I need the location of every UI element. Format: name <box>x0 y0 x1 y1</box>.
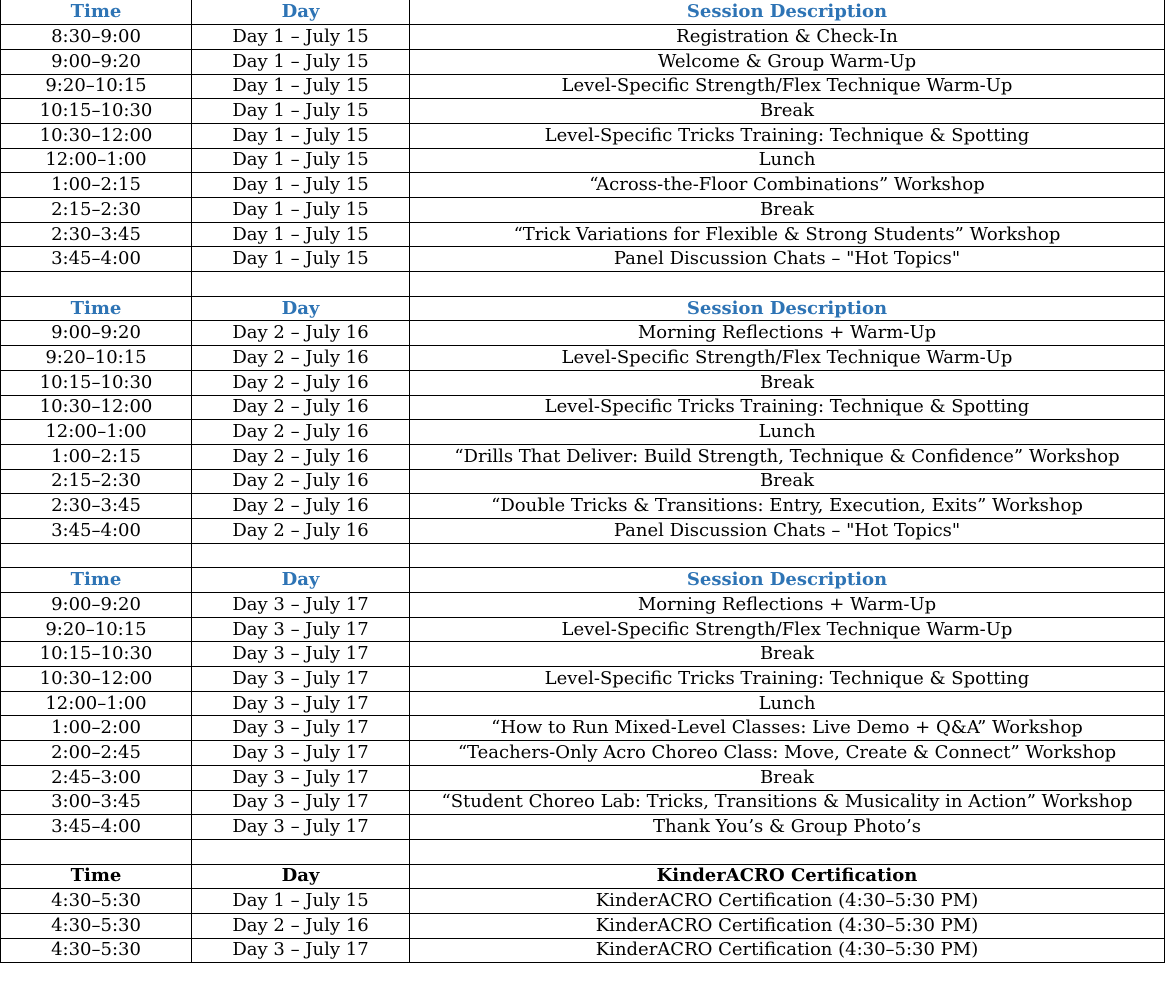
header-time-cell: Time <box>1 296 192 321</box>
day-cell: Day 3 – July 17 <box>192 741 410 766</box>
time-cell: 2:00–2:45 <box>1 741 192 766</box>
description-cell: Break <box>410 198 1165 223</box>
time-cell: 10:15–10:30 <box>1 370 192 395</box>
day-cell: Day 2 – July 16 <box>192 444 410 469</box>
day-cell: Day 2 – July 16 <box>192 420 410 445</box>
table-row <box>1 938 1165 963</box>
table-row <box>1 321 1165 346</box>
description-cell: Level-Specific Strength/Flex Technique Warm-Up <box>410 74 1165 99</box>
table-row <box>1 691 1165 716</box>
day-cell: Day 1 – July 15 <box>192 25 410 50</box>
table-row <box>1 790 1165 815</box>
day-cell: Day 1 – July 15 <box>192 49 410 74</box>
table-row <box>1 444 1165 469</box>
time-cell: 4:30–5:30 <box>1 938 192 963</box>
day-cell: Day 2 – July 16 <box>192 469 410 494</box>
time-cell: 10:15–10:30 <box>1 642 192 667</box>
day-cell: Day 3 – July 17 <box>192 938 410 963</box>
header-day-cell: Day <box>192 296 410 321</box>
description-cell: Level-Specific Strength/Flex Technique Warm-Up <box>410 617 1165 642</box>
description-cell: Level-Specific Tricks Training: Technique & Spotting <box>410 123 1165 148</box>
day-cell: Day 2 – July 16 <box>192 518 410 543</box>
empty-cell <box>410 543 1165 568</box>
table-row <box>1 593 1165 618</box>
description-cell: Break <box>410 765 1165 790</box>
time-cell: 9:00–9:20 <box>1 593 192 618</box>
day-cell: Day 1 – July 15 <box>192 173 410 198</box>
table-row <box>1 469 1165 494</box>
day-cell: Day 3 – July 17 <box>192 667 410 692</box>
table-row <box>1 247 1165 272</box>
spacer-row <box>1 543 1165 568</box>
description-cell: KinderACRO Certification (4:30–5:30 PM) <box>410 913 1165 938</box>
description-cell: “Double Tricks & Transitions: Entry, Execution, Exits” Workshop <box>410 494 1165 519</box>
empty-cell <box>410 272 1165 297</box>
description-cell: Break <box>410 99 1165 124</box>
description-cell: “Teachers-Only Acro Choreo Class: Move, Create & Connect” Workshop <box>410 741 1165 766</box>
day-cell: Day 2 – July 16 <box>192 913 410 938</box>
table-row <box>1 518 1165 543</box>
header-description-cell: Session Description <box>410 568 1165 593</box>
time-cell: 12:00–1:00 <box>1 148 192 173</box>
time-cell: 9:00–9:20 <box>1 321 192 346</box>
day-cell: Day 1 – July 15 <box>192 889 410 914</box>
day-cell: Day 2 – July 16 <box>192 346 410 371</box>
table-row <box>1 370 1165 395</box>
empty-cell <box>410 839 1165 864</box>
time-cell: 1:00–2:00 <box>1 716 192 741</box>
description-cell: “Trick Variations for Flexible & Strong Students” Workshop <box>410 222 1165 247</box>
section-header-row <box>1 0 1165 25</box>
time-cell: 2:15–2:30 <box>1 469 192 494</box>
table-row <box>1 173 1165 198</box>
table-row <box>1 667 1165 692</box>
description-cell: “Drills That Deliver: Build Strength, Technique & Confidence” Workshop <box>410 444 1165 469</box>
empty-cell <box>192 272 410 297</box>
header-description-cell: KinderACRO Certification <box>410 864 1165 889</box>
time-cell: 12:00–1:00 <box>1 691 192 716</box>
day-cell: Day 2 – July 16 <box>192 370 410 395</box>
section-header-row <box>1 296 1165 321</box>
table-row <box>1 123 1165 148</box>
empty-cell <box>1 272 192 297</box>
section-header-row <box>1 864 1165 889</box>
table-row <box>1 765 1165 790</box>
description-cell: Lunch <box>410 691 1165 716</box>
header-time-cell: Time <box>1 0 192 25</box>
table-row <box>1 420 1165 445</box>
table-row <box>1 49 1165 74</box>
time-cell: 10:15–10:30 <box>1 99 192 124</box>
day-cell: Day 1 – July 15 <box>192 247 410 272</box>
time-cell: 1:00–2:15 <box>1 173 192 198</box>
header-day-cell: Day <box>192 0 410 25</box>
description-cell: KinderACRO Certification (4:30–5:30 PM) <box>410 889 1165 914</box>
header-description-cell: Session Description <box>410 296 1165 321</box>
time-cell: 9:20–10:15 <box>1 346 192 371</box>
day-cell: Day 3 – July 17 <box>192 593 410 618</box>
description-cell: Morning Reflections + Warm-Up <box>410 593 1165 618</box>
time-cell: 3:45–4:00 <box>1 815 192 840</box>
header-day-cell: Day <box>192 568 410 593</box>
table-row <box>1 99 1165 124</box>
description-cell: “Across-the-Floor Combinations” Workshop <box>410 173 1165 198</box>
description-cell: Morning Reflections + Warm-Up <box>410 321 1165 346</box>
day-cell: Day 2 – July 16 <box>192 395 410 420</box>
table-row <box>1 346 1165 371</box>
day-cell: Day 2 – July 16 <box>192 494 410 519</box>
table-row <box>1 716 1165 741</box>
description-cell: Level-Specific Tricks Training: Technique & Spotting <box>410 395 1165 420</box>
day-cell: Day 1 – July 15 <box>192 74 410 99</box>
time-cell: 4:30–5:30 <box>1 913 192 938</box>
time-cell: 9:20–10:15 <box>1 74 192 99</box>
table-row <box>1 222 1165 247</box>
description-cell: Panel Discussion Chats – "Hot Topics" <box>410 247 1165 272</box>
day-cell: Day 1 – July 15 <box>192 99 410 124</box>
spacer-row <box>1 839 1165 864</box>
time-cell: 3:45–4:00 <box>1 518 192 543</box>
time-cell: 10:30–12:00 <box>1 667 192 692</box>
table-row <box>1 395 1165 420</box>
description-cell: Welcome & Group Warm-Up <box>410 49 1165 74</box>
day-cell: Day 2 – July 16 <box>192 321 410 346</box>
time-cell: 12:00–1:00 <box>1 420 192 445</box>
description-cell: “How to Run Mixed-Level Classes: Live Demo + Q&A” Workshop <box>410 716 1165 741</box>
section-header-row <box>1 568 1165 593</box>
day-cell: Day 3 – July 17 <box>192 790 410 815</box>
day-cell: Day 3 – July 17 <box>192 642 410 667</box>
time-cell: 3:45–4:00 <box>1 247 192 272</box>
time-cell: 10:30–12:00 <box>1 395 192 420</box>
header-time-cell: Time <box>1 568 192 593</box>
time-cell: 9:20–10:15 <box>1 617 192 642</box>
description-cell: Thank You’s & Group Photo’s <box>410 815 1165 840</box>
header-description-cell: Session Description <box>410 0 1165 25</box>
table-row <box>1 741 1165 766</box>
empty-cell <box>192 543 410 568</box>
table-row <box>1 617 1165 642</box>
empty-cell <box>1 839 192 864</box>
description-cell: Break <box>410 469 1165 494</box>
table-row <box>1 889 1165 914</box>
time-cell: 9:00–9:20 <box>1 49 192 74</box>
description-cell: “Student Choreo Lab: Tricks, Transitions & Musicality in Action” Workshop <box>410 790 1165 815</box>
table-row <box>1 913 1165 938</box>
description-cell: Break <box>410 642 1165 667</box>
time-cell: 10:30–12:00 <box>1 123 192 148</box>
time-cell: 2:30–3:45 <box>1 222 192 247</box>
time-cell: 8:30–9:00 <box>1 25 192 50</box>
day-cell: Day 3 – July 17 <box>192 716 410 741</box>
empty-cell <box>1 543 192 568</box>
table-row <box>1 74 1165 99</box>
time-cell: 4:30–5:30 <box>1 889 192 914</box>
day-cell: Day 3 – July 17 <box>192 691 410 716</box>
spacer-row <box>1 272 1165 297</box>
table-row <box>1 642 1165 667</box>
description-cell: Registration & Check-In <box>410 25 1165 50</box>
schedule-body <box>1 0 1165 963</box>
time-cell: 2:30–3:45 <box>1 494 192 519</box>
description-cell: Panel Discussion Chats – "Hot Topics" <box>410 518 1165 543</box>
description-cell: Lunch <box>410 420 1165 445</box>
description-cell: Level-Specific Tricks Training: Technique & Spotting <box>410 667 1165 692</box>
table-row <box>1 198 1165 223</box>
description-cell: Lunch <box>410 148 1165 173</box>
empty-cell <box>192 839 410 864</box>
day-cell: Day 3 – July 17 <box>192 617 410 642</box>
description-cell: Break <box>410 370 1165 395</box>
time-cell: 3:00–3:45 <box>1 790 192 815</box>
time-cell: 1:00–2:15 <box>1 444 192 469</box>
description-cell: Level-Specific Strength/Flex Technique Warm-Up <box>410 346 1165 371</box>
table-row <box>1 148 1165 173</box>
day-cell: Day 1 – July 15 <box>192 222 410 247</box>
day-cell: Day 1 – July 15 <box>192 123 410 148</box>
time-cell: 2:45–3:00 <box>1 765 192 790</box>
header-time-cell: Time <box>1 864 192 889</box>
table-row <box>1 25 1165 50</box>
description-cell: KinderACRO Certification (4:30–5:30 PM) <box>410 938 1165 963</box>
day-cell: Day 3 – July 17 <box>192 765 410 790</box>
day-cell: Day 1 – July 15 <box>192 198 410 223</box>
header-day-cell: Day <box>192 864 410 889</box>
day-cell: Day 3 – July 17 <box>192 815 410 840</box>
table-row <box>1 815 1165 840</box>
time-cell: 2:15–2:30 <box>1 198 192 223</box>
day-cell: Day 1 – July 15 <box>192 148 410 173</box>
table-row <box>1 494 1165 519</box>
